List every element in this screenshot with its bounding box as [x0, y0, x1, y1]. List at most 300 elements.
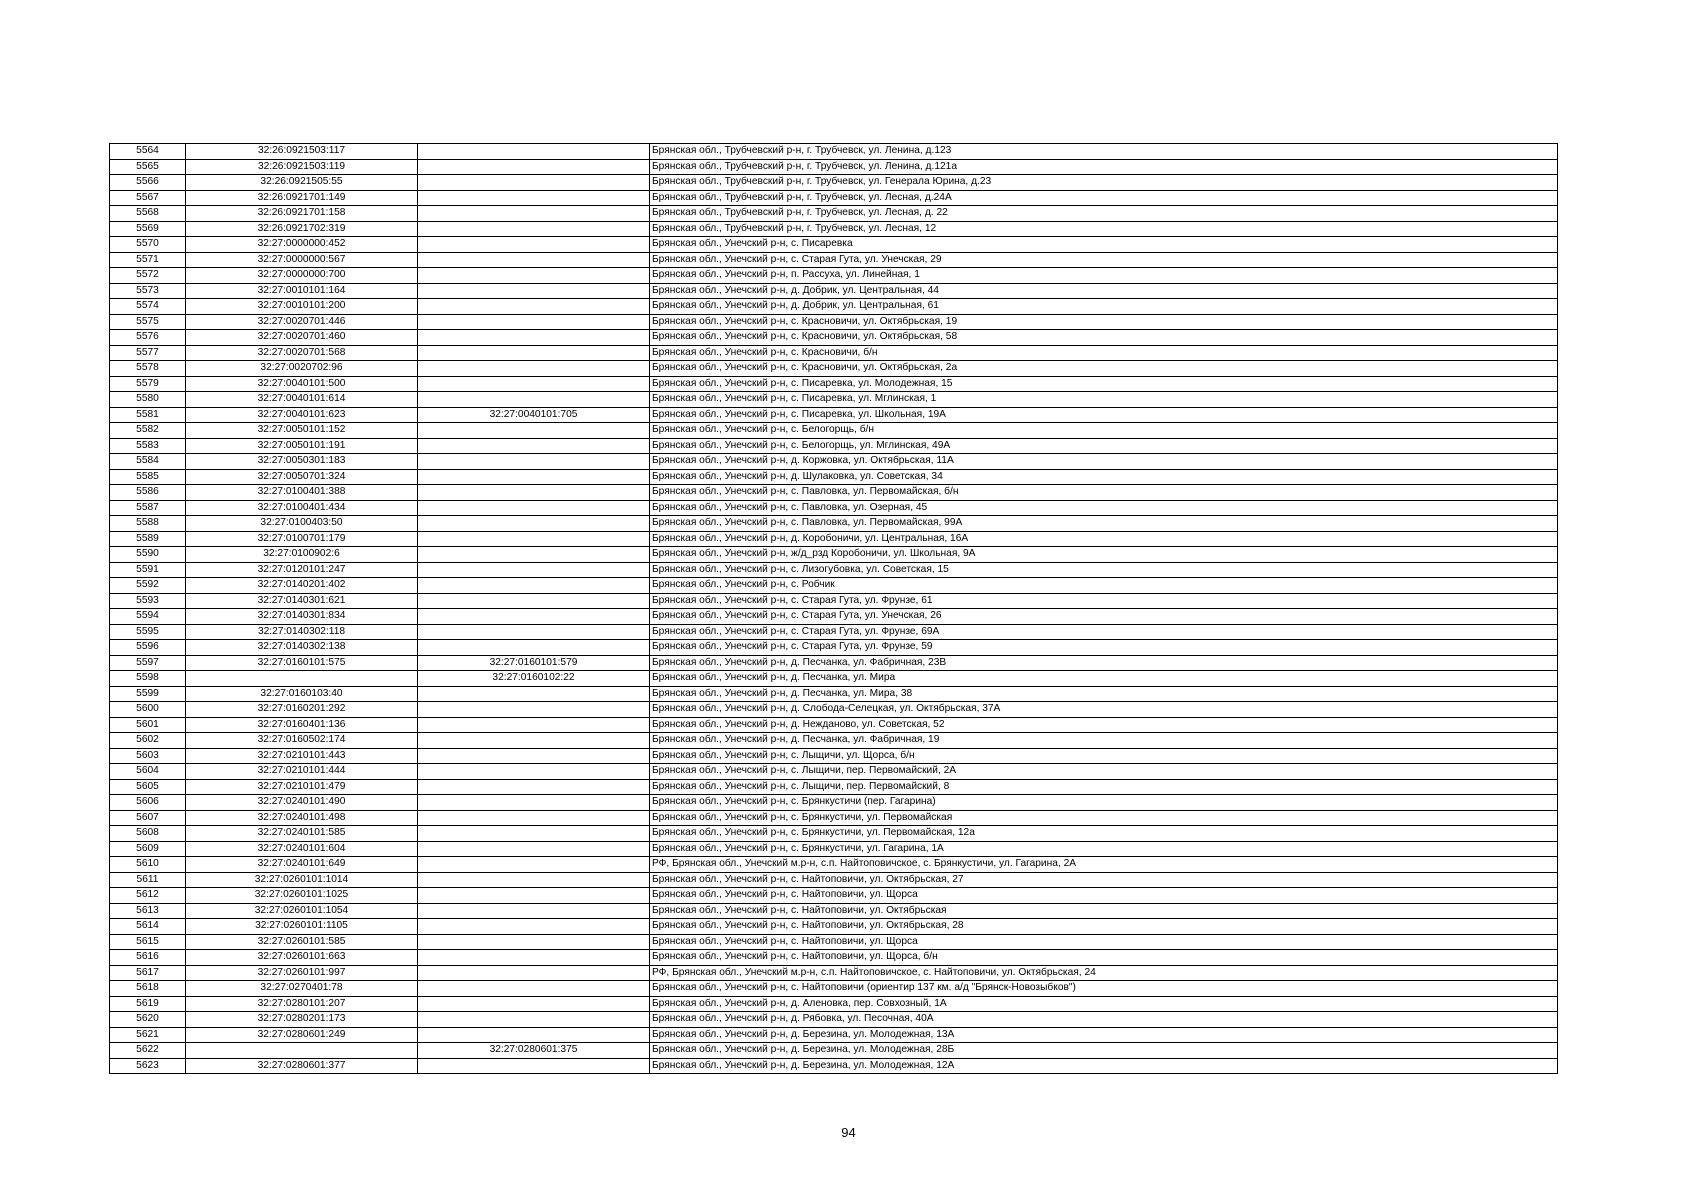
- table-row: [110, 764, 1558, 780]
- related-cadastral-number-cell: [418, 392, 650, 408]
- address-cell: Брянская обл., Унечский р-н, с. Старая Гута, ул. Унечская, 26: [650, 609, 1558, 625]
- table-row: [110, 237, 1558, 253]
- related-cadastral-number-cell: [418, 578, 650, 594]
- address-cell: Брянская обл., Унечский р-н, д. Добрик, ул. Центральная, 44: [650, 283, 1558, 299]
- cadastral-number-cell: 32:27:0140302:118: [186, 624, 418, 640]
- row-number-cell: 5606: [110, 795, 186, 811]
- table-row: [110, 841, 1558, 857]
- cadastral-number-cell: 32:27:0040101:614: [186, 392, 418, 408]
- cadastral-number-cell: 32:27:0240101:649: [186, 857, 418, 873]
- related-cadastral-number-cell: [418, 888, 650, 904]
- row-number-cell: 5604: [110, 764, 186, 780]
- cadastral-number-cell: 32:27:0280101:207: [186, 996, 418, 1012]
- table-row: [110, 252, 1558, 268]
- row-number-cell: 5597: [110, 655, 186, 671]
- address-cell: Брянская обл., Унечский р-н, с. Брянкустичи, ул. Первомайская, 12а: [650, 826, 1558, 842]
- table-row: [110, 655, 1558, 671]
- cadastral-number-cell: 32:27:0140301:834: [186, 609, 418, 625]
- related-cadastral-number-cell: [418, 283, 650, 299]
- cadastral-number-cell: 32:26:0921702:319: [186, 221, 418, 237]
- table-row: [110, 562, 1558, 578]
- cadastral-number-cell: 32:27:0100902:6: [186, 547, 418, 563]
- cadastral-number-cell: 32:27:0160502:174: [186, 733, 418, 749]
- address-cell: Брянская обл., Трубчевский р-н, г. Трубчевск, ул. Лесная, д.24А: [650, 190, 1558, 206]
- address-cell: Брянская обл., Унечский р-н, с. Лыщичи, пер. Первомайский, 2А: [650, 764, 1558, 780]
- address-cell: Брянская обл., Унечский р-н, д. Песчанка, ул. Фабричная, 23В: [650, 655, 1558, 671]
- row-number-cell: 5579: [110, 376, 186, 392]
- address-cell: Брянская обл., Унечский р-н, с. Павловка, ул. Озерная, 45: [650, 500, 1558, 516]
- address-cell: Брянская обл., Унечский р-н, д. Песчанка, ул. Мира, 38: [650, 686, 1558, 702]
- table-row: [110, 376, 1558, 392]
- related-cadastral-number-cell: 32:27:0160102:22: [418, 671, 650, 687]
- table-row: [110, 314, 1558, 330]
- table-row: [110, 795, 1558, 811]
- table-row: [110, 934, 1558, 950]
- row-number-cell: 5586: [110, 485, 186, 501]
- cadastral-number-cell: 32:27:0100401:388: [186, 485, 418, 501]
- related-cadastral-number-cell: [418, 764, 650, 780]
- row-number-cell: 5590: [110, 547, 186, 563]
- cadastral-number-cell: 32:27:0210101:444: [186, 764, 418, 780]
- table-row: [110, 671, 1558, 687]
- row-number-cell: 5598: [110, 671, 186, 687]
- cadastral-number-cell: 32:27:0050301:183: [186, 454, 418, 470]
- table-row: [110, 268, 1558, 284]
- related-cadastral-number-cell: [418, 965, 650, 981]
- row-number-cell: 5619: [110, 996, 186, 1012]
- cadastral-number-cell: 32:27:0260101:585: [186, 934, 418, 950]
- address-cell: Брянская обл., Унечский р-н, д. Нежданово, ул. Советская, 52: [650, 717, 1558, 733]
- row-number-cell: 5602: [110, 733, 186, 749]
- table-row: [110, 733, 1558, 749]
- cadastral-number-cell: 32:27:0280201:173: [186, 1012, 418, 1028]
- address-cell: Брянская обл., Унечский р-н, с. Найтоповичи (ориентир 137 км. а/д "Брянск-Новозыбков"): [650, 981, 1558, 997]
- row-number-cell: 5603: [110, 748, 186, 764]
- cadastral-number-cell: 32:27:0210101:443: [186, 748, 418, 764]
- table-row: [110, 950, 1558, 966]
- address-cell: Брянская обл., Унечский р-н, д. Березина, ул. Молодежная, 13А: [650, 1027, 1558, 1043]
- related-cadastral-number-cell: [418, 469, 650, 485]
- cadastral-number-cell: 32:27:0100701:179: [186, 531, 418, 547]
- row-number-cell: 5575: [110, 314, 186, 330]
- related-cadastral-number-cell: [418, 159, 650, 175]
- related-cadastral-number-cell: [418, 531, 650, 547]
- row-number-cell: 5601: [110, 717, 186, 733]
- address-cell: Брянская обл., Унечский р-н, д. Слобода-Селецкая, ул. Октябрьская, 37А: [650, 702, 1558, 718]
- related-cadastral-number-cell: [418, 485, 650, 501]
- table-row: [110, 190, 1558, 206]
- cadastral-number-cell: 32:27:0020701:568: [186, 345, 418, 361]
- row-number-cell: 5592: [110, 578, 186, 594]
- table-row: [110, 903, 1558, 919]
- table-row: [110, 175, 1558, 191]
- related-cadastral-number-cell: [418, 686, 650, 702]
- related-cadastral-number-cell: [418, 1058, 650, 1074]
- cadastral-number-cell: 32:27:0240101:498: [186, 810, 418, 826]
- related-cadastral-number-cell: [418, 516, 650, 532]
- row-number-cell: 5566: [110, 175, 186, 191]
- row-number-cell: 5607: [110, 810, 186, 826]
- related-cadastral-number-cell: [418, 500, 650, 516]
- row-number-cell: 5593: [110, 593, 186, 609]
- address-cell: Брянская обл., Унечский р-н, д. Коробоничи, ул. Центральная, 16А: [650, 531, 1558, 547]
- table-row: [110, 469, 1558, 485]
- address-cell: Брянская обл., Унечский р-н, с. Брянкустичи, ул. Первомайская: [650, 810, 1558, 826]
- cadastral-number-cell: 32:27:0100403:50: [186, 516, 418, 532]
- related-cadastral-number-cell: [418, 376, 650, 392]
- address-cell: Брянская обл., Унечский р-н, п. Рассуха, ул. Линейная, 1: [650, 268, 1558, 284]
- address-cell: Брянская обл., Унечский р-н, с. Старая Гута, ул. Фрунзе, 59: [650, 640, 1558, 656]
- table-row: [110, 640, 1558, 656]
- table-row: [110, 516, 1558, 532]
- cadastral-number-cell: 32:27:0140201:402: [186, 578, 418, 594]
- table-row: [110, 810, 1558, 826]
- cadastral-number-cell: 32:27:0010101:200: [186, 299, 418, 315]
- address-cell: Брянская обл., Унечский р-н, с. Лизогубовка, ул. Советская, 15: [650, 562, 1558, 578]
- related-cadastral-number-cell: [418, 252, 650, 268]
- related-cadastral-number-cell: [418, 547, 650, 563]
- row-number-cell: 5581: [110, 407, 186, 423]
- cadastral-number-cell: [186, 1043, 418, 1059]
- row-number-cell: 5620: [110, 1012, 186, 1028]
- related-cadastral-number-cell: [418, 1012, 650, 1028]
- address-cell: Брянская обл., Унечский р-н, д. Добрик, ул. Центральная, 61: [650, 299, 1558, 315]
- cadastral-number-cell: 32:26:0921503:119: [186, 159, 418, 175]
- cadastral-number-cell: 32:27:0050101:191: [186, 438, 418, 454]
- address-cell: Брянская обл., Унечский р-н, с. Красновичи, ул. Октябрьская, 58: [650, 330, 1558, 346]
- related-cadastral-number-cell: 32:27:0040101:705: [418, 407, 650, 423]
- row-number-cell: 5578: [110, 361, 186, 377]
- address-cell: Брянская обл., Унечский р-н, с. Найтоповичи, ул. Щорса, б/н: [650, 950, 1558, 966]
- related-cadastral-number-cell: [418, 609, 650, 625]
- row-number-cell: 5615: [110, 934, 186, 950]
- related-cadastral-number-cell: [418, 268, 650, 284]
- table-row: [110, 299, 1558, 315]
- row-number-cell: 5616: [110, 950, 186, 966]
- address-cell: Брянская обл., Унечский р-н, с. Писаревка: [650, 237, 1558, 253]
- cadastral-number-cell: 32:27:0000000:452: [186, 237, 418, 253]
- address-cell: Брянская обл., Трубчевский р-н, г. Трубчевск, ул. Ленина, д.123: [650, 144, 1558, 160]
- related-cadastral-number-cell: [418, 624, 650, 640]
- address-cell: Брянская обл., Унечский р-н, д. Аленовка, пер. Совхозный, 1А: [650, 996, 1558, 1012]
- cadastral-number-cell: 32:27:0240101:490: [186, 795, 418, 811]
- cadastral-number-cell: 32:27:0120101:247: [186, 562, 418, 578]
- address-cell: Брянская обл., Унечский р-н, с. Лыщичи, ул. Щорса, б/н: [650, 748, 1558, 764]
- table-row: [110, 221, 1558, 237]
- table-row: [110, 1012, 1558, 1028]
- cadastral-number-cell: 32:27:0160101:575: [186, 655, 418, 671]
- row-number-cell: 5605: [110, 779, 186, 795]
- cadastral-number-cell: [186, 671, 418, 687]
- cadastral-number-cell: 32:27:0000000:567: [186, 252, 418, 268]
- related-cadastral-number-cell: [418, 857, 650, 873]
- related-cadastral-number-cell: [418, 795, 650, 811]
- table-row: [110, 686, 1558, 702]
- address-cell: Брянская обл., Унечский р-н, с. Старая Гута, ул. Унечская, 29: [650, 252, 1558, 268]
- address-cell: Брянская обл., Унечский р-н, д. Шулаковка, ул. Советская, 34: [650, 469, 1558, 485]
- related-cadastral-number-cell: [418, 299, 650, 315]
- table-row: [110, 144, 1558, 160]
- table-row: [110, 531, 1558, 547]
- cadastral-number-cell: 32:27:0040101:500: [186, 376, 418, 392]
- table-row: [110, 578, 1558, 594]
- cadastral-number-cell: 32:27:0280601:249: [186, 1027, 418, 1043]
- related-cadastral-number-cell: [418, 702, 650, 718]
- row-number-cell: 5585: [110, 469, 186, 485]
- related-cadastral-number-cell: [418, 175, 650, 191]
- row-number-cell: 5617: [110, 965, 186, 981]
- address-cell: Брянская обл., Унечский р-н, с. Найтоповичи, ул. Щорса: [650, 934, 1558, 950]
- row-number-cell: 5569: [110, 221, 186, 237]
- related-cadastral-number-cell: 32:27:0160101:579: [418, 655, 650, 671]
- related-cadastral-number-cell: [418, 221, 650, 237]
- row-number-cell: 5594: [110, 609, 186, 625]
- row-number-cell: 5622: [110, 1043, 186, 1059]
- table-row: [110, 159, 1558, 175]
- registry-table: [109, 143, 1558, 1074]
- related-cadastral-number-cell: 32:27:0280601:375: [418, 1043, 650, 1059]
- row-number-cell: 5587: [110, 500, 186, 516]
- related-cadastral-number-cell: [418, 934, 650, 950]
- cadastral-number-cell: 32:27:0260101:663: [186, 950, 418, 966]
- address-cell: Брянская обл., Унечский р-н, с. Брянкустичи (пер. Гагарина): [650, 795, 1558, 811]
- related-cadastral-number-cell: [418, 423, 650, 439]
- related-cadastral-number-cell: [418, 454, 650, 470]
- address-cell: Брянская обл., Трубчевский р-н, г. Трубчевск, ул. Ленина, д.121а: [650, 159, 1558, 175]
- address-cell: Брянская обл., Унечский р-н, с. Найтоповичи, ул. Октябрьская, 28: [650, 919, 1558, 935]
- related-cadastral-number-cell: [418, 903, 650, 919]
- related-cadastral-number-cell: [418, 1027, 650, 1043]
- table-row: [110, 748, 1558, 764]
- table-row: [110, 423, 1558, 439]
- cadastral-number-cell: 32:27:0020701:446: [186, 314, 418, 330]
- related-cadastral-number-cell: [418, 996, 650, 1012]
- row-number-cell: 5589: [110, 531, 186, 547]
- row-number-cell: 5573: [110, 283, 186, 299]
- table-row: [110, 593, 1558, 609]
- address-cell: Брянская обл., Унечский р-н, с. Белогорщь, ул. Мглинская, 49А: [650, 438, 1558, 454]
- cadastral-number-cell: 32:26:0921505:55: [186, 175, 418, 191]
- cadastral-number-cell: 32:27:0100401:434: [186, 500, 418, 516]
- address-cell: Брянская обл., Унечский р-н, с. Найтоповичи, ул. Октябрьская: [650, 903, 1558, 919]
- table-row: [110, 345, 1558, 361]
- related-cadastral-number-cell: [418, 748, 650, 764]
- related-cadastral-number-cell: [418, 345, 650, 361]
- cadastral-number-cell: 32:27:0240101:604: [186, 841, 418, 857]
- row-number-cell: 5609: [110, 841, 186, 857]
- table-row: [110, 438, 1558, 454]
- cadastral-number-cell: 32:27:0260101:1025: [186, 888, 418, 904]
- table-row: [110, 702, 1558, 718]
- related-cadastral-number-cell: [418, 810, 650, 826]
- address-cell: Брянская обл., Унечский р-н, с. Павловка, ул. Первомайская, 99А: [650, 516, 1558, 532]
- address-cell: Брянская обл., Унечский р-н, с. Писаревка, ул. Молодежная, 15: [650, 376, 1558, 392]
- address-cell: Брянская обл., Унечский р-н, с. Красновичи, ул. Октябрьская, 2а: [650, 361, 1558, 377]
- row-number-cell: 5613: [110, 903, 186, 919]
- table-row: [110, 888, 1558, 904]
- table-row: [110, 872, 1558, 888]
- cadastral-number-cell: 32:27:0260101:1014: [186, 872, 418, 888]
- related-cadastral-number-cell: [418, 919, 650, 935]
- address-cell: Брянская обл., Унечский р-н, с. Белогорщь, б/н: [650, 423, 1558, 439]
- address-cell: Брянская обл., Унечский р-н, д. Березина, ул. Молодежная, 28Б: [650, 1043, 1558, 1059]
- table-row: [110, 407, 1558, 423]
- row-number-cell: 5571: [110, 252, 186, 268]
- address-cell: Брянская обл., Унечский р-н, с. Старая Гута, ул. Фрунзе, 61: [650, 593, 1558, 609]
- table-row: [110, 547, 1558, 563]
- row-number-cell: 5608: [110, 826, 186, 842]
- row-number-cell: 5595: [110, 624, 186, 640]
- row-number-cell: 5614: [110, 919, 186, 935]
- row-number-cell: 5588: [110, 516, 186, 532]
- table-row: [110, 1043, 1558, 1059]
- address-cell: Брянская обл., Унечский р-н, д. Песчанка, ул. Мира: [650, 671, 1558, 687]
- table-row: [110, 965, 1558, 981]
- cadastral-number-cell: 32:26:0921701:149: [186, 190, 418, 206]
- cadastral-number-cell: 32:27:0020702:96: [186, 361, 418, 377]
- row-number-cell: 5564: [110, 144, 186, 160]
- row-number-cell: 5567: [110, 190, 186, 206]
- cadastral-number-cell: 32:27:0260101:997: [186, 965, 418, 981]
- row-number-cell: 5576: [110, 330, 186, 346]
- row-number-cell: 5572: [110, 268, 186, 284]
- cadastral-number-cell: 32:27:0280601:377: [186, 1058, 418, 1074]
- row-number-cell: 5612: [110, 888, 186, 904]
- cadastral-number-cell: 32:27:0050101:152: [186, 423, 418, 439]
- address-cell: Брянская обл., Унечский р-н, ж/д_рзд Коробоничи, ул. Школьная, 9А: [650, 547, 1558, 563]
- row-number-cell: 5623: [110, 1058, 186, 1074]
- related-cadastral-number-cell: [418, 562, 650, 578]
- table-row: [110, 392, 1558, 408]
- table-row: [110, 1027, 1558, 1043]
- related-cadastral-number-cell: [418, 438, 650, 454]
- address-cell: Брянская обл., Унечский р-н, д. Березина, ул. Молодежная, 12А: [650, 1058, 1558, 1074]
- address-cell: Брянская обл., Унечский р-н, с. Найтоповичи, ул. Щорса: [650, 888, 1558, 904]
- cadastral-number-cell: 32:27:0140301:621: [186, 593, 418, 609]
- related-cadastral-number-cell: [418, 593, 650, 609]
- table-row: [110, 717, 1558, 733]
- table-row: [110, 283, 1558, 299]
- cadastral-number-cell: 32:27:0160401:136: [186, 717, 418, 733]
- cadastral-number-cell: 32:26:0921701:158: [186, 206, 418, 222]
- address-cell: Брянская обл., Унечский р-н, с. Лыщичи, пер. Первомайский, 8: [650, 779, 1558, 795]
- table-row: [110, 996, 1558, 1012]
- table-row: [110, 624, 1558, 640]
- address-cell: Брянская обл., Унечский р-н, с. Старая Гута, ул. Фрунзе, 69А: [650, 624, 1558, 640]
- table-row: [110, 1058, 1558, 1074]
- related-cadastral-number-cell: [418, 314, 650, 330]
- related-cadastral-number-cell: [418, 361, 650, 377]
- address-cell: Брянская обл., Унечский р-н, с. Писаревка, ул. Мглинская, 1: [650, 392, 1558, 408]
- row-number-cell: 5600: [110, 702, 186, 718]
- address-cell: Брянская обл., Унечский р-н, с. Павловка, ул. Первомайская, б/н: [650, 485, 1558, 501]
- cadastral-number-cell: 32:27:0210101:479: [186, 779, 418, 795]
- address-cell: Брянская обл., Унечский р-н, с. Брянкустичи, ул. Гагарина, 1А: [650, 841, 1558, 857]
- related-cadastral-number-cell: [418, 950, 650, 966]
- cadastral-number-cell: 32:27:0160201:292: [186, 702, 418, 718]
- related-cadastral-number-cell: [418, 190, 650, 206]
- table-row: [110, 361, 1558, 377]
- cadastral-number-cell: 32:27:0020701:460: [186, 330, 418, 346]
- row-number-cell: 5582: [110, 423, 186, 439]
- cadastral-number-cell: 32:27:0010101:164: [186, 283, 418, 299]
- cadastral-number-cell: 32:27:0050701:324: [186, 469, 418, 485]
- address-cell: РФ, Брянская обл., Унечский м.р-н, с.п. Найтоповичское, с. Брянкустичи, ул. Гагарина, 2А: [650, 857, 1558, 873]
- related-cadastral-number-cell: [418, 981, 650, 997]
- related-cadastral-number-cell: [418, 841, 650, 857]
- registry-table-body: [110, 144, 1558, 1074]
- cadastral-number-cell: 32:27:0260101:1054: [186, 903, 418, 919]
- related-cadastral-number-cell: [418, 826, 650, 842]
- cadastral-number-cell: 32:27:0240101:585: [186, 826, 418, 842]
- row-number-cell: 5568: [110, 206, 186, 222]
- cadastral-number-cell: 32:27:0000000:700: [186, 268, 418, 284]
- table-row: [110, 981, 1558, 997]
- cadastral-number-cell: 32:27:0160103:40: [186, 686, 418, 702]
- row-number-cell: 5611: [110, 872, 186, 888]
- table-row: [110, 857, 1558, 873]
- cadastral-number-cell: 32:27:0270401:78: [186, 981, 418, 997]
- address-cell: Брянская обл., Унечский р-н, с. Робчик: [650, 578, 1558, 594]
- related-cadastral-number-cell: [418, 733, 650, 749]
- address-cell: Брянская обл., Унечский р-н, с. Писаревка, ул. Школьная, 19А: [650, 407, 1558, 423]
- row-number-cell: 5596: [110, 640, 186, 656]
- address-cell: Брянская обл., Трубчевский р-н, г. Трубчевск, ул. Лесная, 12: [650, 221, 1558, 237]
- address-cell: Брянская обл., Унечский р-н, д. Песчанка, ул. Фабричная, 19: [650, 733, 1558, 749]
- row-number-cell: 5583: [110, 438, 186, 454]
- address-cell: Брянская обл., Унечский р-н, д. Рябовка, ул. Песочная, 40А: [650, 1012, 1558, 1028]
- table-row: [110, 206, 1558, 222]
- row-number-cell: 5584: [110, 454, 186, 470]
- row-number-cell: 5591: [110, 562, 186, 578]
- row-number-cell: 5621: [110, 1027, 186, 1043]
- row-number-cell: 5565: [110, 159, 186, 175]
- address-cell: Брянская обл., Унечский р-н, с. Найтоповичи, ул. Октябрьская, 27: [650, 872, 1558, 888]
- table-row: [110, 919, 1558, 935]
- address-cell: Брянская обл., Унечский р-н, с. Красновичи, б/н: [650, 345, 1558, 361]
- table-row: [110, 826, 1558, 842]
- table-row: [110, 330, 1558, 346]
- table-row: [110, 500, 1558, 516]
- row-number-cell: 5577: [110, 345, 186, 361]
- address-cell: Брянская обл., Трубчевский р-н, г. Трубчевск, ул. Лесная, д. 22: [650, 206, 1558, 222]
- address-cell: Брянская обл., Трубчевский р-н, г. Трубчевск, ул. Генерала Юрина, д.23: [650, 175, 1558, 191]
- related-cadastral-number-cell: [418, 144, 650, 160]
- row-number-cell: 5618: [110, 981, 186, 997]
- related-cadastral-number-cell: [418, 779, 650, 795]
- cadastral-number-cell: 32:27:0140302:138: [186, 640, 418, 656]
- row-number-cell: 5599: [110, 686, 186, 702]
- related-cadastral-number-cell: [418, 330, 650, 346]
- related-cadastral-number-cell: [418, 640, 650, 656]
- table-row: [110, 485, 1558, 501]
- cadastral-number-cell: 32:26:0921503:117: [186, 144, 418, 160]
- table-row: [110, 454, 1558, 470]
- address-cell: РФ, Брянская обл., Унечский м.р-н, с.п. Найтоповичское, с. Найтоповичи, ул. Октябрьская, 24: [650, 965, 1558, 981]
- row-number-cell: 5610: [110, 857, 186, 873]
- cadastral-number-cell: 32:27:0260101:1105: [186, 919, 418, 935]
- cadastral-number-cell: 32:27:0040101:623: [186, 407, 418, 423]
- address-cell: Брянская обл., Унечский р-н, с. Красновичи, ул. Октябрьская, 19: [650, 314, 1558, 330]
- related-cadastral-number-cell: [418, 717, 650, 733]
- row-number-cell: 5580: [110, 392, 186, 408]
- related-cadastral-number-cell: [418, 206, 650, 222]
- related-cadastral-number-cell: [418, 872, 650, 888]
- table-row: [110, 609, 1558, 625]
- related-cadastral-number-cell: [418, 237, 650, 253]
- row-number-cell: 5570: [110, 237, 186, 253]
- table-row: [110, 779, 1558, 795]
